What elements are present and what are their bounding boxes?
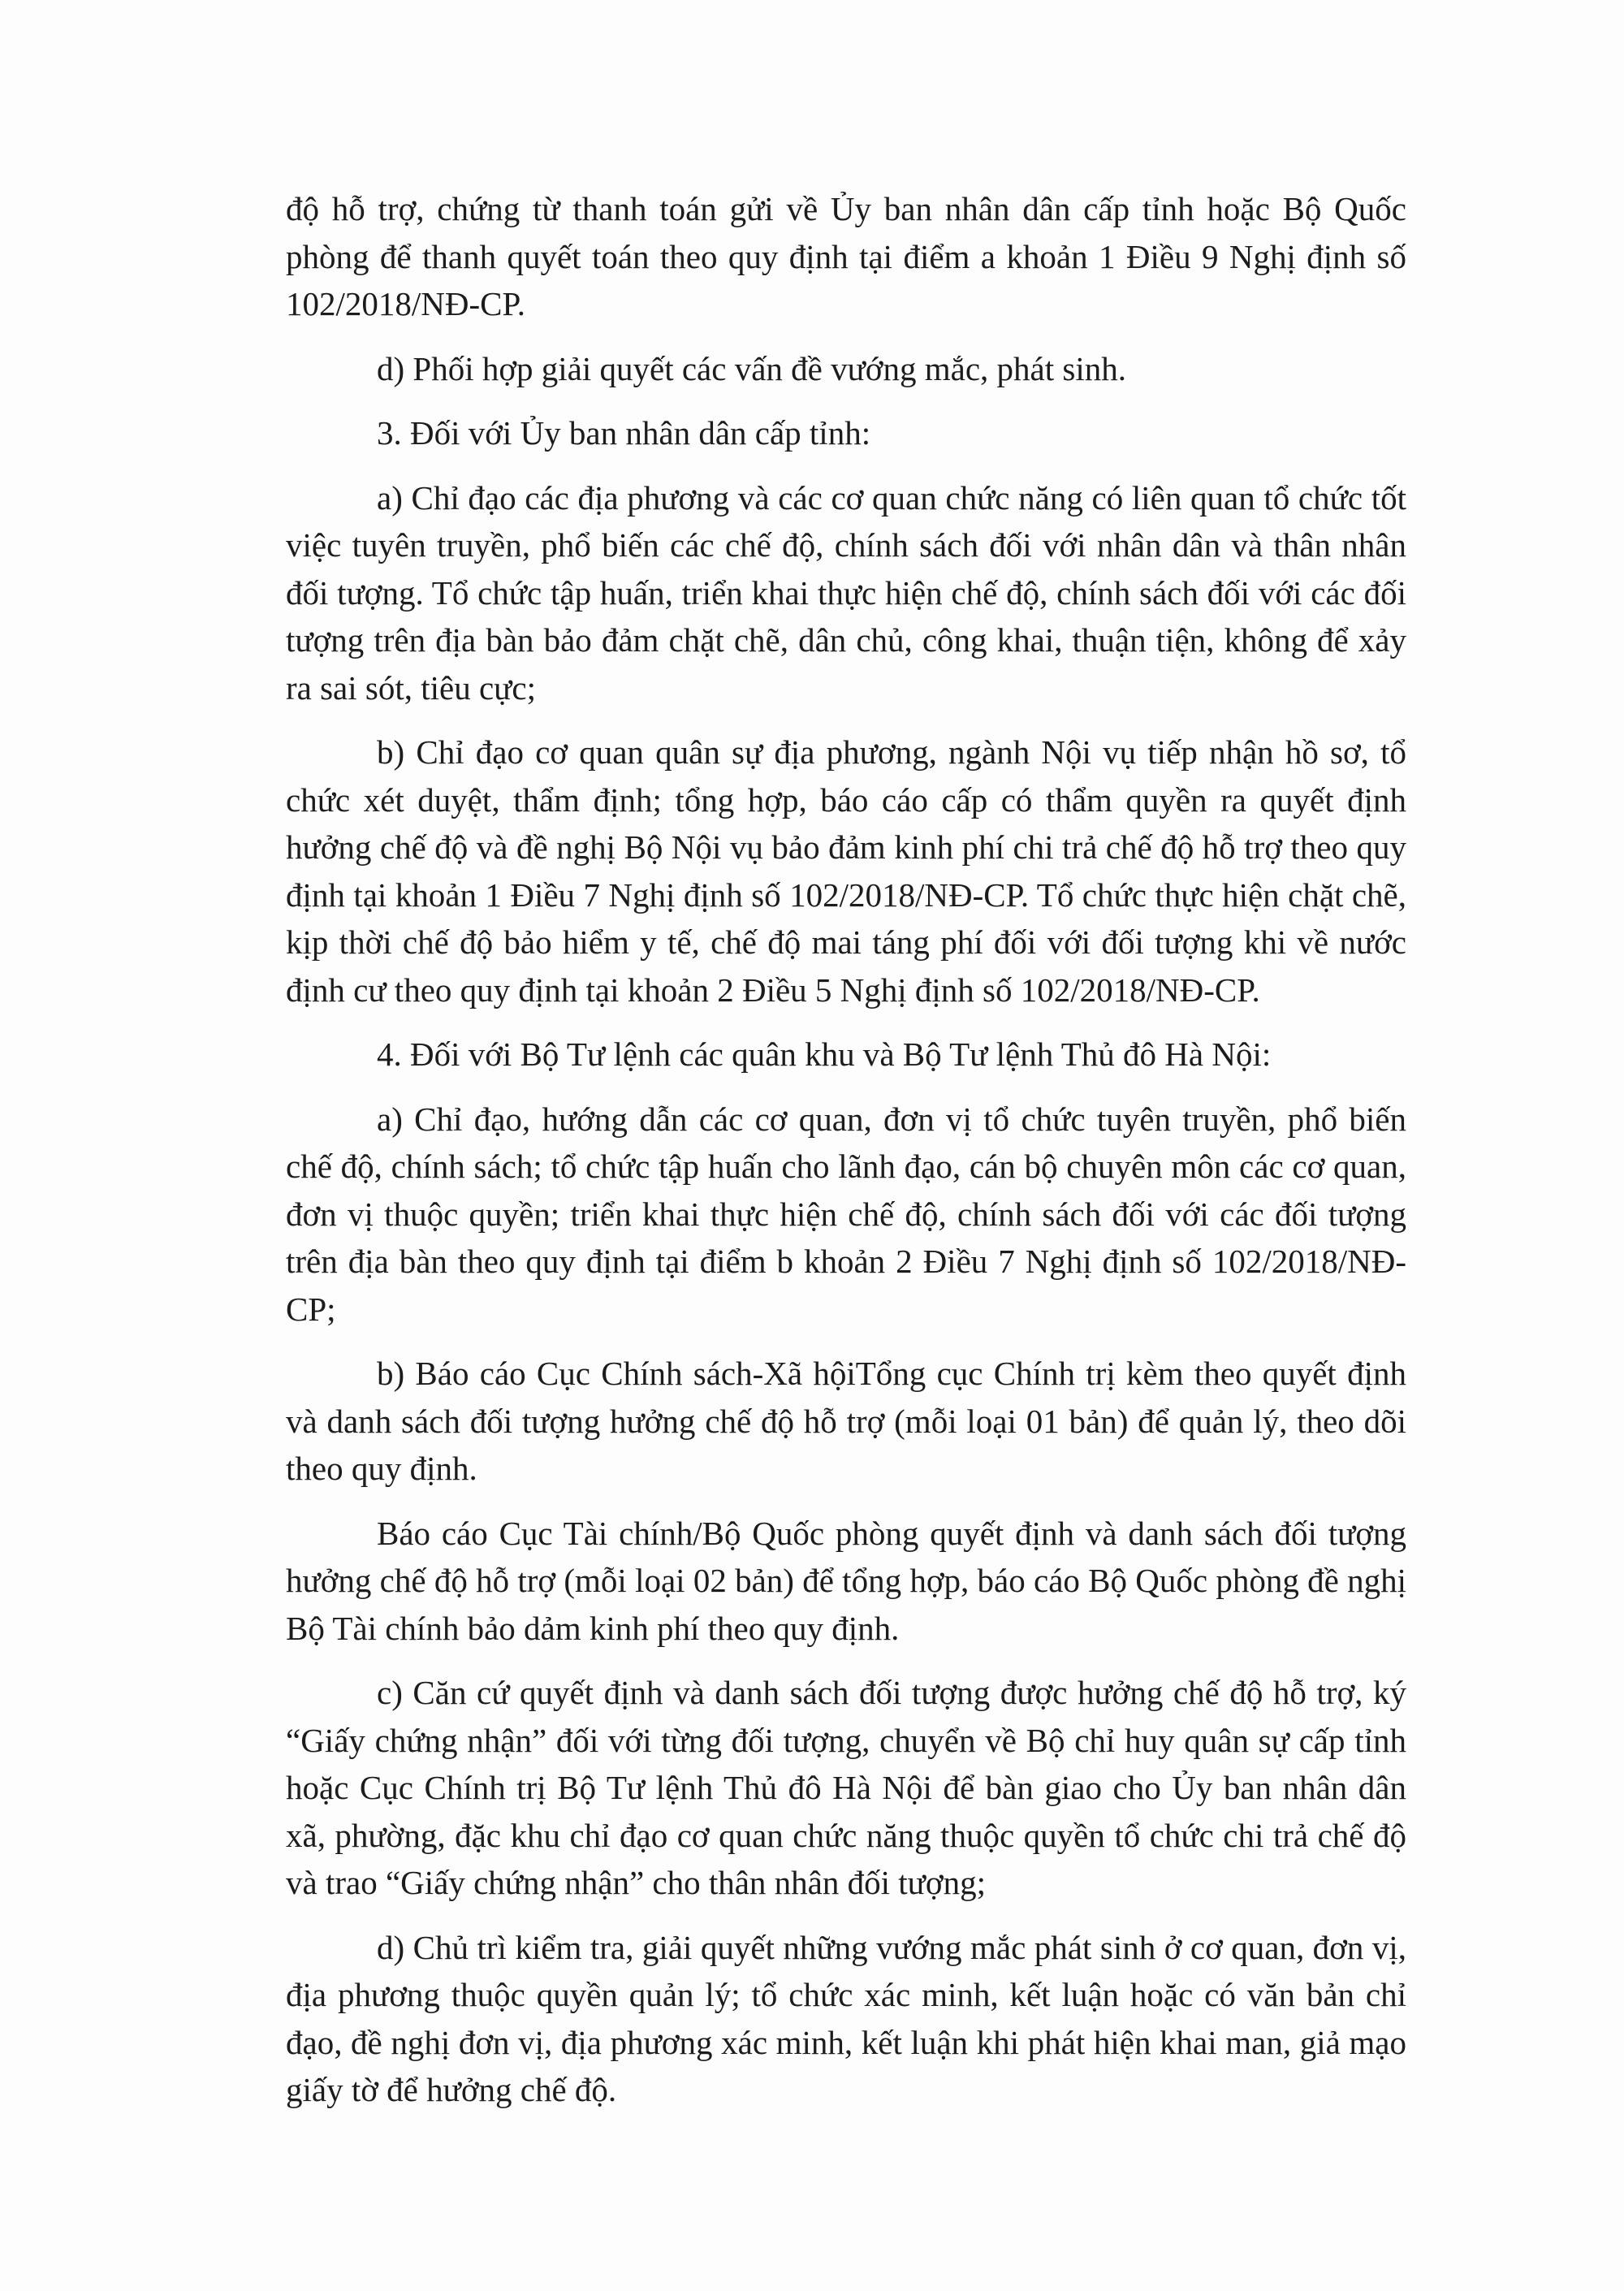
paragraph-3a: a) Chỉ đạo các địa phương và các cơ quan chức năng có liên quan tổ chức tốt việc tuyên truyền, phổ biến các chế độ, chính sách đối với nhân dân và thân nhân đối tượng. Tổ chức tập huấn, triển khai thực hiện chế độ, chính sách đối với các đối tượng trên địa bàn bảo đảm chặt chẽ, dân chủ, công khai, thuận tiện, không để xảy ra sai sót, tiêu cực; <box>286 478 1406 707</box>
paragraph-4c: c) Căn cứ quyết định và danh sách đối tượng được hưởng chế độ hỗ trợ, ký “Giấy chứng nhận” đối với từng đối tượng, chuyển về Bộ chỉ huy quân sự cấp tỉnh hoặc Cục Chính trị Bộ Tư lệnh Thủ đô Hà Nội để bàn giao cho Ủy ban nhân dân xã, phường, đặc khu chỉ đạo cơ quan chức năng thuộc quyền tổ chức chi trả chế độ và trao “Giấy chứng nhận” cho thân nhân đối tượng; <box>286 1674 1406 1901</box>
paragraph-4b-continued: Báo cáo Cục Tài chính/Bộ Quốc phòng quyết định và danh sách đối tượng hưởng chế độ hỗ trợ (mỗi loại 02 bản) để tổng hợp, báo cáo Bộ Quốc phòng đề nghị Bộ Tài chính bảo dảm kinh phí theo quy định. <box>286 1514 1406 1647</box>
paragraph-continuation: độ hỗ trợ, chứng từ thanh toán gửi về Ủy ban nhân dân cấp tỉnh hoặc Bộ Quốc phòng để thanh quyết toán theo quy định tại điểm a khoản 1 Điều 9 Nghị định số 102/2018/NĐ-CP. <box>286 190 1406 322</box>
paragraph-4d: d) Chủ trì kiểm tra, giải quyết những vướng mắc phát sinh ở cơ quan, đơn vị, địa phương thuộc quyền quản lý; tổ chức xác minh, kết luận hoặc có văn bản chỉ đạo, đề nghị đơn vị, địa phương xác minh, kết luận khi phát hiện khai man, giả mạo giấy tờ để hưởng chế độ. <box>286 1928 1406 2108</box>
paragraph-4b: b) Báo cáo Cục Chính sách-Xã hộiTổng cục Chính trị kèm theo quyết định và danh sách đối tượng hưởng chế độ hỗ trợ (mỗi loại 01 bản) để quản lý, theo dõi theo quy định. <box>286 1355 1406 1487</box>
paragraph-2d: d) Phối hợp giải quyết các vấn đề vướng mắc, phát sinh. <box>377 349 1126 387</box>
paragraph-4a: a) Chỉ đạo, hướng dẫn các cơ quan, đơn vị tổ chức tuyên truyền, phổ biến chế độ, chính sách; tổ chức tập huấn cho lãnh đạo, cán bộ chuyên môn các cơ quan, đơn vị thuộc quyền; triển khai thực hiện chế độ, chính sách đối với các đối tượng trên địa bàn theo quy định tại điểm b khoản 2 Điều 7 Nghị định số 102/2018/NĐ-CP; <box>286 1100 1406 1328</box>
section-4-heading: 4. Đối với Bộ Tư lệnh các quân khu và Bộ Tư lệnh Thủ đô Hà Nội: <box>377 1035 1272 1073</box>
paragraph-3b: b) Chỉ đạo cơ quan quân sự địa phương, ngành Nội vụ tiếp nhận hồ sơ, tổ chức xét duyệt, thẩm định; tổng hợp, báo cáo cấp có thẩm quyền ra quyết định hưởng chế độ và đề nghị Bộ Nội vụ bảo đảm kinh phí chi trả chế độ hỗ trợ theo quy định tại khoản 1 Điều 7 Nghị định số 102/2018/NĐ-CP. Tổ chức thực hiện chặt chẽ, kịp thời chế độ bảo hiểm y tế, chế độ mai táng phí đối với đối tượng khi về nước định cư theo quy định tại khoản 2 Điều 5 Nghị định số 102/2018/NĐ-CP. <box>286 733 1406 1009</box>
section-3-heading: 3. Đối với Ủy ban nhân dân cấp tỉnh: <box>377 414 871 452</box>
document-body <box>286 185 1406 2131</box>
